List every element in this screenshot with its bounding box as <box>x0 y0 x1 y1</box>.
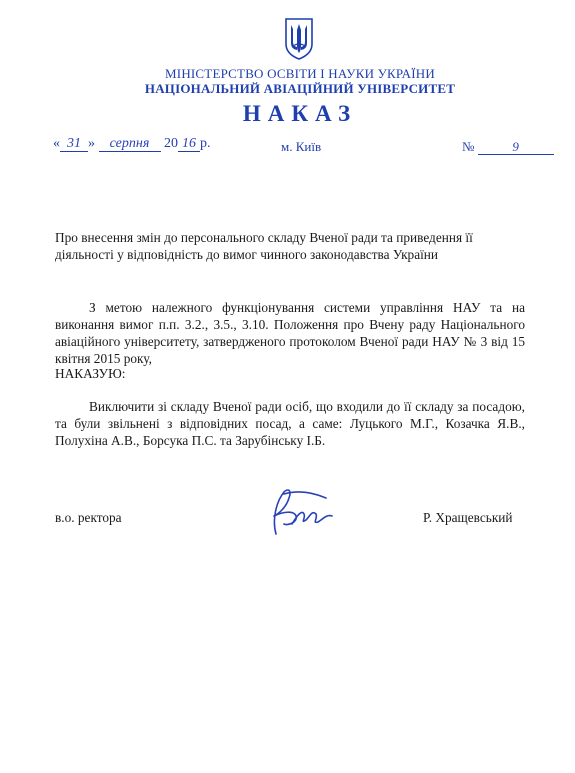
ministry-name: МІНІСТЕРСТВО ОСВІТИ І НАУКИ УКРАЇНИ <box>165 66 435 81</box>
signatory-role: в.о. ректора <box>55 510 122 525</box>
date-year-abbr: р. <box>200 136 211 151</box>
order-subject: Про внесення змін до персонального складу Вченої ради та приведення її діяльності у відповідність до вимог чинного законодавства України <box>55 230 473 262</box>
date-month: серпня <box>99 136 161 152</box>
order-clause: Виключити зі складу Вченої ради осіб, що входили до її складу за посадою, та були звільнені з відповідних посад, а саме: Луцького М.Г., Козачка Я.В., Полухіна А.В., Борсука П.С. та Зарубінську І.Б. <box>55 399 525 448</box>
preamble-paragraph: З метою належного функціонування системи управління НАУ та на виконання вимог п.п. 3.2., 3.5., 3.10. Положення про Вчену раду Національного авіаційного університету, затвердженого протоколом Вченої ради НАУ № 3 від 15 квітня 2015 року, <box>55 300 525 366</box>
order-number-label: № <box>462 139 475 154</box>
order-date <box>53 136 211 152</box>
date-year-prefix: 20 <box>164 136 178 151</box>
date-quote-open: « <box>53 136 60 151</box>
document-title: НАКАЗ <box>242 101 358 126</box>
order-number-value: 9 <box>478 140 554 155</box>
date-quote-close: » <box>88 136 95 151</box>
signatory-name: Р. Хращевський <box>423 510 513 525</box>
university-name: НАЦІОНАЛЬНИЙ АВІАЦІЙНИЙ УНІВЕРСИТЕТ <box>144 81 456 96</box>
order-city: м. Київ <box>281 139 322 154</box>
order-word: НАКАЗУЮ: <box>55 366 126 381</box>
tryzub-emblem-icon <box>284 16 314 60</box>
order-number <box>462 139 554 155</box>
date-day: 31 <box>60 136 88 152</box>
handwritten-signature <box>262 484 344 540</box>
date-year-suffix: 16 <box>178 136 200 152</box>
